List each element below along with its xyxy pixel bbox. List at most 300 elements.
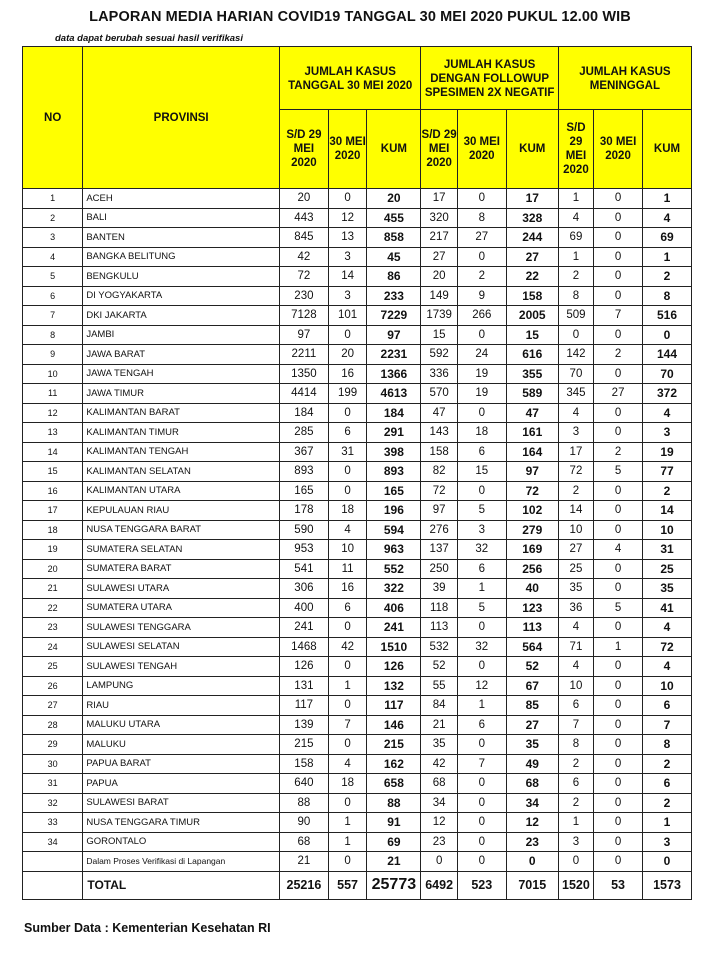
cumulative-cell: 398 <box>367 442 421 462</box>
cumulative-cell: 23 <box>506 832 558 852</box>
value-cell: 0 <box>457 189 506 209</box>
row-number: 32 <box>23 793 83 813</box>
value-cell: 19 <box>457 364 506 384</box>
value-cell: 7 <box>457 754 506 774</box>
total-value-cell: 1520 <box>558 871 593 899</box>
value-cell: 3 <box>558 423 593 443</box>
province-name: NUSA TENGGARA TIMUR <box>83 813 280 833</box>
header-followup: JUMLAH KASUS DENGAN FOLLOWUP SPESIMEN 2X NEGATIF <box>421 47 558 110</box>
data-source: Sumber Data : Kementerian Kesehatan RI <box>24 921 271 935</box>
table-row <box>23 364 692 384</box>
cumulative-cell: 41 <box>643 598 692 618</box>
province-name: KALIMANTAN TIMUR <box>83 423 280 443</box>
cumulative-cell: 40 <box>506 579 558 599</box>
value-cell: 34 <box>421 793 457 813</box>
value-cell: 2 <box>558 754 593 774</box>
row-number: 6 <box>23 286 83 306</box>
value-cell: 55 <box>421 676 457 696</box>
cumulative-cell: 1510 <box>367 637 421 657</box>
value-cell: 18 <box>457 423 506 443</box>
value-cell: 0 <box>594 286 643 306</box>
value-cell: 0 <box>558 325 593 345</box>
value-cell: 4 <box>328 520 366 540</box>
value-cell: 1 <box>457 696 506 716</box>
value-cell: 199 <box>328 384 366 404</box>
value-cell: 2 <box>558 481 593 501</box>
cumulative-cell: 6 <box>643 696 692 716</box>
value-cell: 3 <box>328 286 366 306</box>
value-cell: 1 <box>328 832 366 852</box>
table-row <box>23 618 692 638</box>
cumulative-cell: 35 <box>506 735 558 755</box>
value-cell: 0 <box>558 852 593 872</box>
value-cell: 0 <box>594 501 643 521</box>
cumulative-cell: 406 <box>367 598 421 618</box>
value-cell: 0 <box>328 696 366 716</box>
value-cell: 336 <box>421 364 457 384</box>
table-row <box>23 540 692 560</box>
table-row <box>23 520 692 540</box>
province-name: BANGKA BELITUNG <box>83 247 280 267</box>
value-cell: 142 <box>558 345 593 365</box>
value-cell: 158 <box>421 442 457 462</box>
value-cell: 345 <box>558 384 593 404</box>
cumulative-cell: 117 <box>367 696 421 716</box>
row-number: 30 <box>23 754 83 774</box>
cumulative-cell: 45 <box>367 247 421 267</box>
cumulative-cell: 169 <box>506 540 558 560</box>
cumulative-cell: 322 <box>367 579 421 599</box>
table-row <box>23 696 692 716</box>
table-row <box>23 813 692 833</box>
row-number: 27 <box>23 696 83 716</box>
table-row <box>23 637 692 657</box>
cumulative-cell: 1 <box>643 247 692 267</box>
table-row <box>23 228 692 248</box>
province-name: JAWA BARAT <box>83 345 280 365</box>
cumulative-cell: 85 <box>506 696 558 716</box>
subheader-30: 30 MEI 2020 <box>328 110 366 189</box>
value-cell: 2 <box>457 267 506 287</box>
value-cell: 10 <box>558 676 593 696</box>
row-number: 25 <box>23 657 83 677</box>
cumulative-cell: 4 <box>643 403 692 423</box>
value-cell: 8 <box>457 208 506 228</box>
value-cell: 443 <box>279 208 328 228</box>
value-cell: 52 <box>421 657 457 677</box>
cumulative-cell: 355 <box>506 364 558 384</box>
value-cell: 0 <box>328 735 366 755</box>
value-cell: 0 <box>457 481 506 501</box>
value-cell: 3 <box>457 520 506 540</box>
value-cell: 367 <box>279 442 328 462</box>
value-cell: 0 <box>594 735 643 755</box>
cumulative-cell: 2 <box>643 267 692 287</box>
cumulative-cell: 162 <box>367 754 421 774</box>
value-cell: 9 <box>457 286 506 306</box>
cumulative-cell: 6 <box>643 774 692 794</box>
cumulative-cell: 184 <box>367 403 421 423</box>
row-number: 22 <box>23 598 83 618</box>
value-cell: 15 <box>421 325 457 345</box>
row-number: 31 <box>23 774 83 794</box>
value-cell: 72 <box>558 462 593 482</box>
cumulative-cell: 72 <box>506 481 558 501</box>
value-cell: 241 <box>279 618 328 638</box>
value-cell: 285 <box>279 423 328 443</box>
table-row <box>23 462 692 482</box>
value-cell: 1 <box>594 637 643 657</box>
cumulative-cell: 34 <box>506 793 558 813</box>
value-cell: 5 <box>594 598 643 618</box>
total-value-cell: 557 <box>328 871 366 899</box>
value-cell: 21 <box>279 852 328 872</box>
table-row <box>23 306 692 326</box>
value-cell: 230 <box>279 286 328 306</box>
value-cell: 184 <box>279 403 328 423</box>
value-cell: 0 <box>594 247 643 267</box>
cumulative-cell: 91 <box>367 813 421 833</box>
total-no-cell <box>23 871 83 899</box>
value-cell: 0 <box>594 267 643 287</box>
value-cell: 72 <box>279 267 328 287</box>
cumulative-cell: 19 <box>643 442 692 462</box>
row-number: 1 <box>23 189 83 209</box>
value-cell: 320 <box>421 208 457 228</box>
value-cell: 5 <box>457 598 506 618</box>
cumulative-cell: 20 <box>367 189 421 209</box>
header-jumlah-kasus: JUMLAH KASUS TANGGAL 30 MEI 2020 <box>279 47 420 110</box>
value-cell: 4 <box>594 540 643 560</box>
value-cell: 4 <box>558 403 593 423</box>
value-cell: 532 <box>421 637 457 657</box>
value-cell: 0 <box>328 462 366 482</box>
row-number: 10 <box>23 364 83 384</box>
value-cell: 72 <box>421 481 457 501</box>
value-cell: 101 <box>328 306 366 326</box>
cumulative-cell: 372 <box>643 384 692 404</box>
row-number: 20 <box>23 559 83 579</box>
value-cell: 0 <box>457 774 506 794</box>
province-name: BENGKULU <box>83 267 280 287</box>
value-cell: 276 <box>421 520 457 540</box>
value-cell: 590 <box>279 520 328 540</box>
value-cell: 0 <box>328 189 366 209</box>
value-cell: 6 <box>328 598 366 618</box>
value-cell: 12 <box>328 208 366 228</box>
value-cell: 137 <box>421 540 457 560</box>
value-cell: 6 <box>328 423 366 443</box>
table-row <box>23 267 692 287</box>
cumulative-cell: 4 <box>643 208 692 228</box>
value-cell: 0 <box>594 774 643 794</box>
cumulative-cell: 2005 <box>506 306 558 326</box>
cumulative-cell: 27 <box>506 715 558 735</box>
value-cell: 71 <box>558 637 593 657</box>
total-value-cell: 523 <box>457 871 506 899</box>
value-cell: 20 <box>279 189 328 209</box>
table-row <box>23 325 692 345</box>
province-name: KALIMANTAN SELATAN <box>83 462 280 482</box>
value-cell: 17 <box>421 189 457 209</box>
cumulative-cell: 858 <box>367 228 421 248</box>
row-number: 11 <box>23 384 83 404</box>
table-row <box>23 403 692 423</box>
row-number: 15 <box>23 462 83 482</box>
row-number: 18 <box>23 520 83 540</box>
cumulative-cell: 77 <box>643 462 692 482</box>
cumulative-cell: 69 <box>643 228 692 248</box>
province-name: SULAWESI SELATAN <box>83 637 280 657</box>
row-number: 21 <box>23 579 83 599</box>
value-cell: 0 <box>457 657 506 677</box>
cumulative-cell: 25 <box>643 559 692 579</box>
value-cell: 0 <box>457 852 506 872</box>
value-cell: 215 <box>279 735 328 755</box>
value-cell: 88 <box>279 793 328 813</box>
value-cell: 20 <box>421 267 457 287</box>
value-cell: 90 <box>279 813 328 833</box>
value-cell: 0 <box>594 696 643 716</box>
value-cell: 845 <box>279 228 328 248</box>
value-cell: 165 <box>279 481 328 501</box>
verification-note: data dapat berubah sesuai hasil verifikasi <box>55 33 243 44</box>
total-value-cell: 25216 <box>279 871 328 899</box>
cumulative-cell: 15 <box>506 325 558 345</box>
value-cell: 0 <box>457 618 506 638</box>
province-name: SUMATERA SELATAN <box>83 540 280 560</box>
cumulative-cell: 1 <box>643 813 692 833</box>
value-cell: 35 <box>558 579 593 599</box>
province-name: NUSA TENGGARA BARAT <box>83 520 280 540</box>
province-name: RIAU <box>83 696 280 716</box>
table-row <box>23 345 692 365</box>
value-cell: 400 <box>279 598 328 618</box>
province-name: KEPULAUAN RIAU <box>83 501 280 521</box>
value-cell: 6 <box>457 442 506 462</box>
province-name: GORONTALO <box>83 832 280 852</box>
value-cell: 0 <box>457 325 506 345</box>
cumulative-cell: 102 <box>506 501 558 521</box>
value-cell: 0 <box>594 208 643 228</box>
row-number: 33 <box>23 813 83 833</box>
table-row <box>23 423 692 443</box>
value-cell: 1350 <box>279 364 328 384</box>
value-cell: 8 <box>558 286 593 306</box>
cumulative-cell: 516 <box>643 306 692 326</box>
cumulative-cell: 2231 <box>367 345 421 365</box>
total-label: TOTAL <box>83 871 280 899</box>
total-value-cell: 53 <box>594 871 643 899</box>
value-cell: 42 <box>421 754 457 774</box>
value-cell: 70 <box>558 364 593 384</box>
value-cell: 69 <box>558 228 593 248</box>
cumulative-cell: 86 <box>367 267 421 287</box>
value-cell: 31 <box>328 442 366 462</box>
province-name: SUMATERA UTARA <box>83 598 280 618</box>
cumulative-cell: 658 <box>367 774 421 794</box>
total-value-cell: 25773 <box>367 871 421 899</box>
province-name: ACEH <box>83 189 280 209</box>
subheader-30: 30 MEI 2020 <box>457 110 506 189</box>
cumulative-cell: 552 <box>367 559 421 579</box>
cumulative-cell: 4 <box>643 657 692 677</box>
value-cell: 1468 <box>279 637 328 657</box>
province-name: DI YOGYAKARTA <box>83 286 280 306</box>
value-cell: 27 <box>421 247 457 267</box>
value-cell: 0 <box>594 481 643 501</box>
value-cell: 149 <box>421 286 457 306</box>
table-row <box>23 384 692 404</box>
cumulative-cell: 328 <box>506 208 558 228</box>
province-name: Dalam Proses Verifikasi di Lapangan <box>83 852 280 872</box>
cumulative-cell: 27 <box>506 247 558 267</box>
cumulative-cell: 22 <box>506 267 558 287</box>
value-cell: 18 <box>328 774 366 794</box>
row-number: 24 <box>23 637 83 657</box>
value-cell: 0 <box>457 813 506 833</box>
row-number: 13 <box>23 423 83 443</box>
cumulative-cell: 144 <box>643 345 692 365</box>
table-row <box>23 481 692 501</box>
value-cell: 24 <box>457 345 506 365</box>
value-cell: 118 <box>421 598 457 618</box>
value-cell: 131 <box>279 676 328 696</box>
value-cell: 0 <box>594 403 643 423</box>
value-cell: 640 <box>279 774 328 794</box>
cumulative-cell: 7 <box>643 715 692 735</box>
value-cell: 2 <box>558 267 593 287</box>
value-cell: 570 <box>421 384 457 404</box>
cumulative-cell: 2 <box>643 754 692 774</box>
cumulative-cell: 589 <box>506 384 558 404</box>
value-cell: 0 <box>594 228 643 248</box>
table-row <box>23 501 692 521</box>
cumulative-cell: 256 <box>506 559 558 579</box>
table-body <box>23 189 692 900</box>
value-cell: 509 <box>558 306 593 326</box>
province-name: SULAWESI TENGAH <box>83 657 280 677</box>
value-cell: 0 <box>594 676 643 696</box>
value-cell: 10 <box>558 520 593 540</box>
value-cell: 4414 <box>279 384 328 404</box>
header-meninggal: JUMLAH KASUS MENINGGAL <box>558 47 691 110</box>
province-name: BALI <box>83 208 280 228</box>
cumulative-cell: 52 <box>506 657 558 677</box>
row-number: 9 <box>23 345 83 365</box>
cumulative-cell: 963 <box>367 540 421 560</box>
province-name: JAWA TIMUR <box>83 384 280 404</box>
row-number: 7 <box>23 306 83 326</box>
value-cell: 20 <box>328 345 366 365</box>
cumulative-cell: 97 <box>506 462 558 482</box>
row-number: 34 <box>23 832 83 852</box>
province-name: KALIMANTAN BARAT <box>83 403 280 423</box>
value-cell: 10 <box>328 540 366 560</box>
value-cell: 117 <box>279 696 328 716</box>
subheader-30: 30 MEI 2020 <box>594 110 643 189</box>
cumulative-cell: 69 <box>367 832 421 852</box>
value-cell: 0 <box>594 754 643 774</box>
cumulative-cell: 893 <box>367 462 421 482</box>
value-cell: 0 <box>594 657 643 677</box>
province-name: PAPUA <box>83 774 280 794</box>
value-cell: 35 <box>421 735 457 755</box>
value-cell: 126 <box>279 657 328 677</box>
row-number: 3 <box>23 228 83 248</box>
value-cell: 6 <box>457 715 506 735</box>
value-cell: 32 <box>457 637 506 657</box>
value-cell: 306 <box>279 579 328 599</box>
value-cell: 15 <box>457 462 506 482</box>
row-number <box>23 852 83 872</box>
row-number: 16 <box>23 481 83 501</box>
table-row <box>23 559 692 579</box>
cumulative-cell: 0 <box>643 325 692 345</box>
value-cell: 158 <box>279 754 328 774</box>
value-cell: 2211 <box>279 345 328 365</box>
cumulative-cell: 12 <box>506 813 558 833</box>
header-no: NO <box>23 47 83 189</box>
table-row <box>23 189 692 209</box>
cumulative-cell: 126 <box>367 657 421 677</box>
subheader-kum: KUM <box>506 110 558 189</box>
cumulative-cell: 455 <box>367 208 421 228</box>
value-cell: 1 <box>328 676 366 696</box>
value-cell: 4 <box>558 208 593 228</box>
cumulative-cell: 88 <box>367 793 421 813</box>
value-cell: 4 <box>558 618 593 638</box>
value-cell: 0 <box>328 657 366 677</box>
cumulative-cell: 8 <box>643 286 692 306</box>
value-cell: 84 <box>421 696 457 716</box>
table-row <box>23 832 692 852</box>
total-value-cell: 6492 <box>421 871 457 899</box>
value-cell: 0 <box>594 559 643 579</box>
subheader-kum: KUM <box>643 110 692 189</box>
value-cell: 97 <box>421 501 457 521</box>
value-cell: 7 <box>328 715 366 735</box>
subheader-sd: S/D 29 MEI 2020 <box>279 110 328 189</box>
cumulative-cell: 4613 <box>367 384 421 404</box>
value-cell: 541 <box>279 559 328 579</box>
cumulative-cell: 2 <box>643 793 692 813</box>
value-cell: 11 <box>328 559 366 579</box>
value-cell: 36 <box>558 598 593 618</box>
value-cell: 0 <box>594 520 643 540</box>
cumulative-cell: 158 <box>506 286 558 306</box>
value-cell: 97 <box>279 325 328 345</box>
cumulative-cell: 594 <box>367 520 421 540</box>
province-name: SUMATERA BARAT <box>83 559 280 579</box>
table-row <box>23 286 692 306</box>
value-cell: 113 <box>421 618 457 638</box>
cumulative-cell: 279 <box>506 520 558 540</box>
value-cell: 178 <box>279 501 328 521</box>
value-cell: 6 <box>558 696 593 716</box>
value-cell: 266 <box>457 306 506 326</box>
row-number: 26 <box>23 676 83 696</box>
value-cell: 893 <box>279 462 328 482</box>
province-name: BANTEN <box>83 228 280 248</box>
cumulative-cell: 244 <box>506 228 558 248</box>
value-cell: 0 <box>457 832 506 852</box>
value-cell: 1 <box>328 813 366 833</box>
province-name: MALUKU UTARA <box>83 715 280 735</box>
value-cell: 0 <box>328 403 366 423</box>
value-cell: 250 <box>421 559 457 579</box>
cumulative-cell: 7229 <box>367 306 421 326</box>
